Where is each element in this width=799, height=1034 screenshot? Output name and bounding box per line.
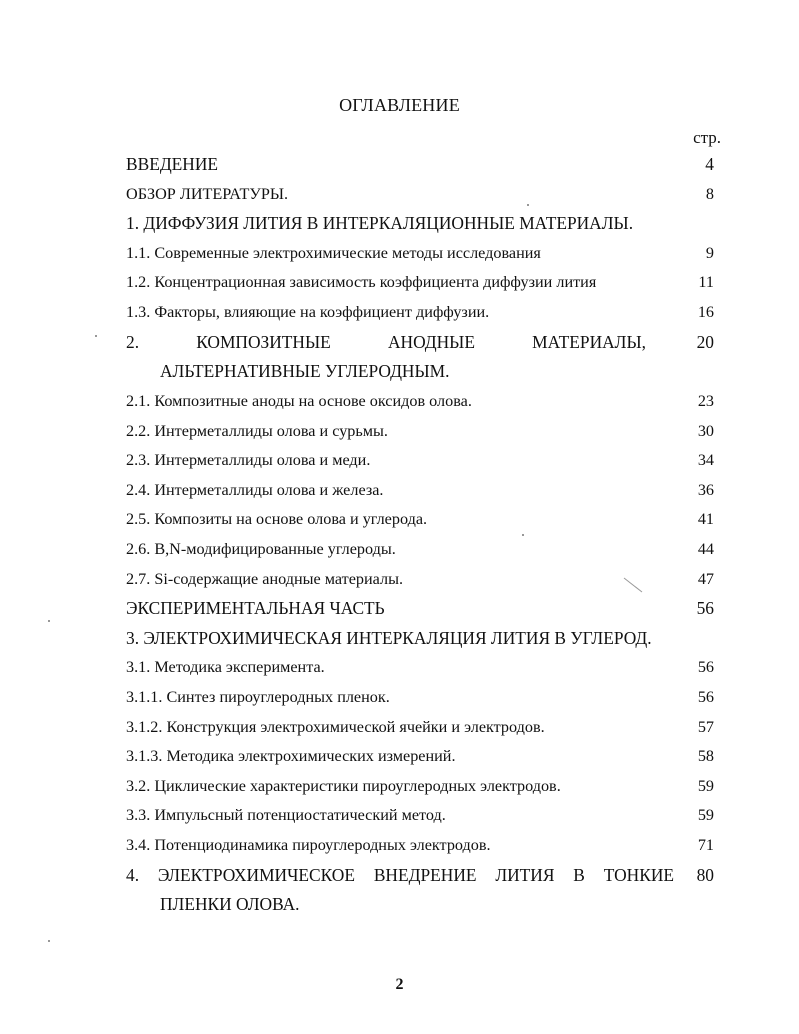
scan-speck [48,940,50,942]
toc-entry [126,417,720,447]
toc-entry-text: 3.4. Потенциодинамика пироуглеродных электродов. [126,835,491,854]
toc-entry [126,268,720,298]
table-of-contents [126,150,720,920]
toc-entry-text: 2.6. B,N-модифицированные углероды. [126,540,396,559]
toc-entry-page: 56 [696,598,714,619]
toc-entry-page: 47 [697,569,714,588]
toc-entry-page: 56 [697,688,714,706]
page-number: 2 [395,976,404,993]
toc-entry-text: 1.3. Факторы, влияющие на коэффициент диффузии. [126,302,490,321]
toc-entry [126,624,720,654]
toc-entry-text: 2.5. Композиты на основе олова и углерода. [126,510,428,529]
toc-entry [126,446,720,476]
toc-entry-line1: 4. ЭЛЕКТРОХИМИЧЕСКОЕ ВНЕДРЕНИЕ ЛИТИЯ В ТОНКИЕ [126,864,674,885]
toc-entry-page: 11 [698,273,714,292]
toc-entry [126,594,720,624]
toc-entry [126,653,720,683]
toc-entry-page: 8 [705,184,714,203]
toc-entry-page: 44 [697,540,714,559]
toc-entry-page: 34 [697,451,714,470]
toc-entry-page: 36 [697,480,714,499]
toc-entry [126,861,720,921]
toc-entry-page: 9 [705,243,714,262]
toc-entry-text: 3.3. Импульсный потенциостатический метод. [126,806,446,825]
toc-entry-line2: АЛЬТЕРНАТИВНЫЕ УГЛЕРОДНЫМ. [160,361,450,382]
toc-entry [126,831,720,861]
toc-entry-text: 2.1. Композитные аноды на основе оксидов олова. [126,392,472,411]
toc-entry [126,801,720,831]
toc-entry-line2: ПЛЕНКИ ОЛОВА. [160,894,300,915]
toc-entry [126,239,720,269]
toc-entry [126,298,720,328]
toc-entry-text: 3. ЭЛЕКТРОХИМИЧЕСКАЯ ИНТЕРКАЛЯЦИЯ ЛИТИЯ В УГЛЕРОД. [126,627,652,648]
toc-entry-page: 4 [705,154,714,174]
scan-speck [48,620,50,622]
scan-mark [622,576,644,594]
toc-entry-text: ОБЗОР ЛИТЕРАТУРЫ. [126,184,288,203]
scan-speck [522,534,524,536]
toc-entry [126,535,720,565]
toc-entry-text [126,328,646,387]
toc-entry [126,683,720,713]
toc-entry-page: 71 [697,835,714,854]
toc-entry [126,476,720,506]
toc-entry-page: 41 [697,510,714,529]
toc-entry-text: 3.1.1. Синтез пироуглеродных пленок. [126,688,390,706]
toc-entry-text [126,861,674,920]
toc-entry-text: 2.2. Интерметаллиды олова и сурьмы. [126,421,388,440]
toc-entry-page: 57 [697,717,714,736]
toc-title: ОГЛАВЛЕНИЕ [339,95,460,115]
toc-entry-page: 56 [697,658,714,677]
toc-entry-text: 3.1.3. Методика электрохимических измерений. [126,747,456,766]
toc-entry-page: 59 [697,806,714,825]
toc-entry [126,387,720,417]
toc-entry-page: 30 [697,421,714,440]
toc-entry-text: 1.2. Концентрационная зависимость коэффициента диффузии лития [126,273,597,292]
toc-entry-text: 2.3. Интерметаллиды олова и меди. [126,451,371,470]
toc-entry-page: 20 [696,331,714,352]
page-column-header: стр. [693,128,721,147]
toc-entry [126,505,720,535]
scan-speck [527,204,529,206]
toc-entry-text: 2.4. Интерметаллиды олова и железа. [126,480,384,499]
toc-entry [126,209,720,239]
toc-entry-text: 3.2. Циклические характеристики пироуглеродных электродов. [126,776,561,795]
toc-entry-page: 23 [697,392,714,411]
toc-entry-line1: 2. КОМПОЗИТНЫЕ АНОДНЫЕ МАТЕРИАЛЫ, [126,331,646,352]
toc-entry [126,713,720,743]
toc-entry-text: ЭКСПЕРИМЕНТАЛЬНАЯ ЧАСТЬ [126,598,385,619]
toc-entry-page: 59 [697,776,714,795]
toc-entry-page: 80 [696,864,714,885]
toc-entry-text: 2.7. Si-содержащие анодные материалы. [126,569,403,588]
toc-entry [126,328,720,388]
toc-entry-text: 3.1. Методика эксперимента. [126,658,325,677]
toc-entry-text: 1. ДИФФУЗИЯ ЛИТИЯ В ИНТЕРКАЛЯЦИОННЫЕ МАТЕРИАЛЫ. [126,213,634,234]
toc-entry [126,180,720,210]
toc-entry-page: 58 [697,747,714,766]
toc-entry-page: 16 [697,302,714,321]
toc-entry [126,742,720,772]
toc-entry-text: 3.1.2. Конструкция электрохимической ячейки и электродов. [126,717,545,736]
toc-entry [126,772,720,802]
scan-speck [95,335,97,337]
toc-entry-text: 1.1. Современные электрохимические методы исследования [126,243,541,262]
toc-entry [126,150,720,180]
toc-entry-text: ВВЕДЕНИЕ [126,154,219,174]
